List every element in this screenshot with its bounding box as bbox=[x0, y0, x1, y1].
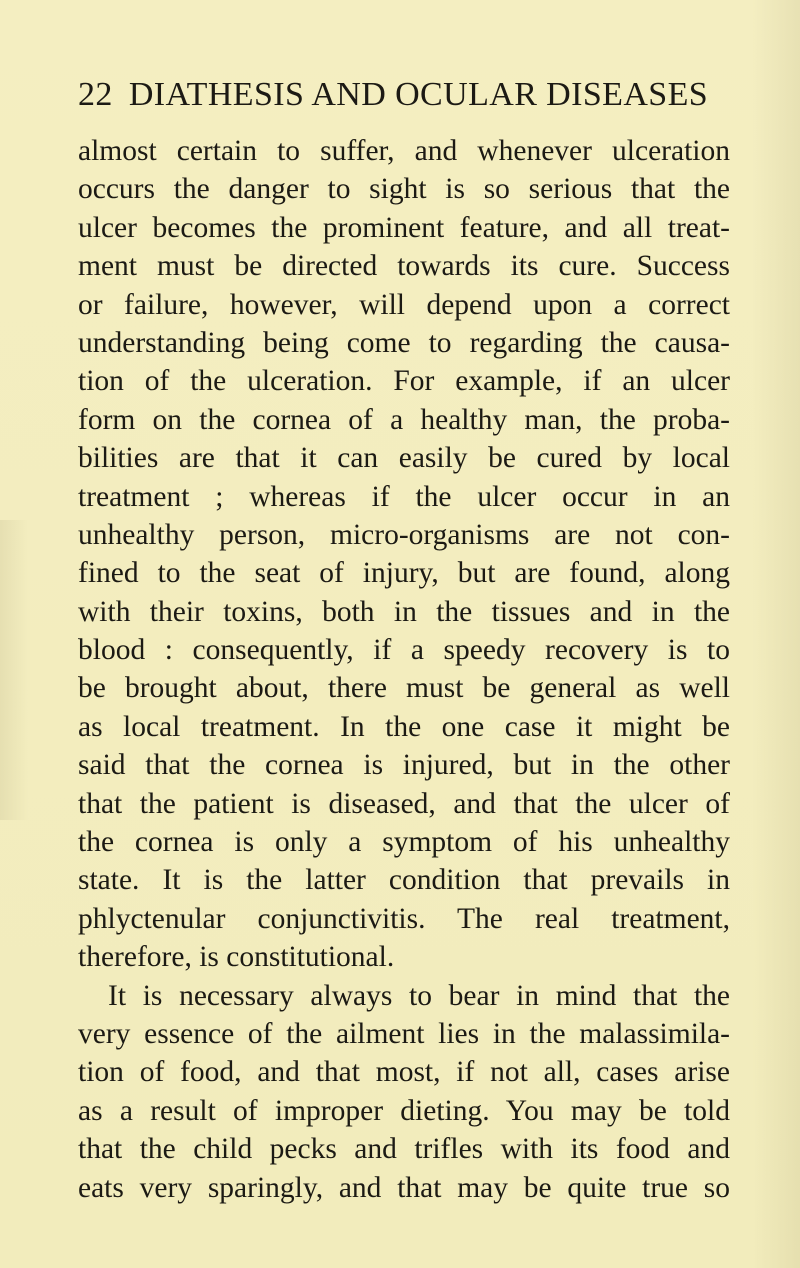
running-title: DIATHESIS AND OCULAR DISEASES bbox=[128, 76, 709, 113]
text-line: said that the cornea is injured, but in the other bbox=[78, 749, 730, 782]
text-line: tion of food, and that most, if not all, cases arise bbox=[78, 1056, 730, 1089]
text-line: fined to the seat of injury, but are found, along bbox=[78, 557, 730, 590]
text-line: ment must be directed towards its cure. Success bbox=[78, 250, 730, 283]
text-line: occurs the danger to sight is so serious that the bbox=[78, 173, 730, 206]
text-line: almost certain to suffer, and whenever ulceration bbox=[78, 135, 730, 167]
text-line: therefore, is constitutional. bbox=[78, 941, 395, 974]
text-line: tion of the ulceration. For example, if an ulcer bbox=[78, 365, 730, 398]
text-line: blood : consequently, if a speedy recovery is to bbox=[78, 634, 730, 667]
text-line: form on the cornea of a healthy man, the proba- bbox=[78, 403, 730, 436]
page-gutter-shadow bbox=[0, 520, 28, 820]
text-line: ulcer becomes the prominent feature, and all treat- bbox=[78, 211, 730, 244]
text-line: It is necessary always to bear in mind that the bbox=[108, 979, 730, 1012]
running-head bbox=[78, 76, 728, 124]
text-line: the cornea is only a symptom of his unhealthy bbox=[78, 826, 730, 859]
text-line: bilities are that it can easily be cured by local bbox=[78, 442, 730, 475]
text-line: unhealthy person, micro-organisms are not con- bbox=[78, 518, 730, 551]
text-line: as a result of improper dieting. You may be told bbox=[78, 1094, 730, 1127]
text-line: that the patient is diseased, and that the ulcer of bbox=[78, 787, 730, 820]
page-number: 22 bbox=[78, 76, 113, 113]
text-line: that the child pecks and trifles with its food and bbox=[78, 1133, 730, 1166]
text-line: as local treatment. In the one case it might be bbox=[78, 710, 730, 743]
text-line: understanding being come to regarding the causa- bbox=[78, 326, 730, 359]
text-line: very essence of the ailment lies in the malassimila- bbox=[78, 1017, 730, 1050]
text-line: be brought about, there must be general as well bbox=[78, 672, 730, 705]
text-line: state. It is the latter condition that prevails in bbox=[78, 864, 730, 897]
text-line: treatment ; whereas if the ulcer occur in an bbox=[78, 480, 730, 513]
text-line: with their toxins, both in the tissues and in the bbox=[78, 595, 730, 628]
text-line: phlyctenular conjunctivitis. The real treatment, bbox=[78, 902, 730, 935]
text-line: or failure, however, will depend upon a correct bbox=[78, 288, 730, 321]
text-line: eats very sparingly, and that may be quite true so bbox=[78, 1171, 730, 1204]
body-text bbox=[78, 132, 730, 1207]
